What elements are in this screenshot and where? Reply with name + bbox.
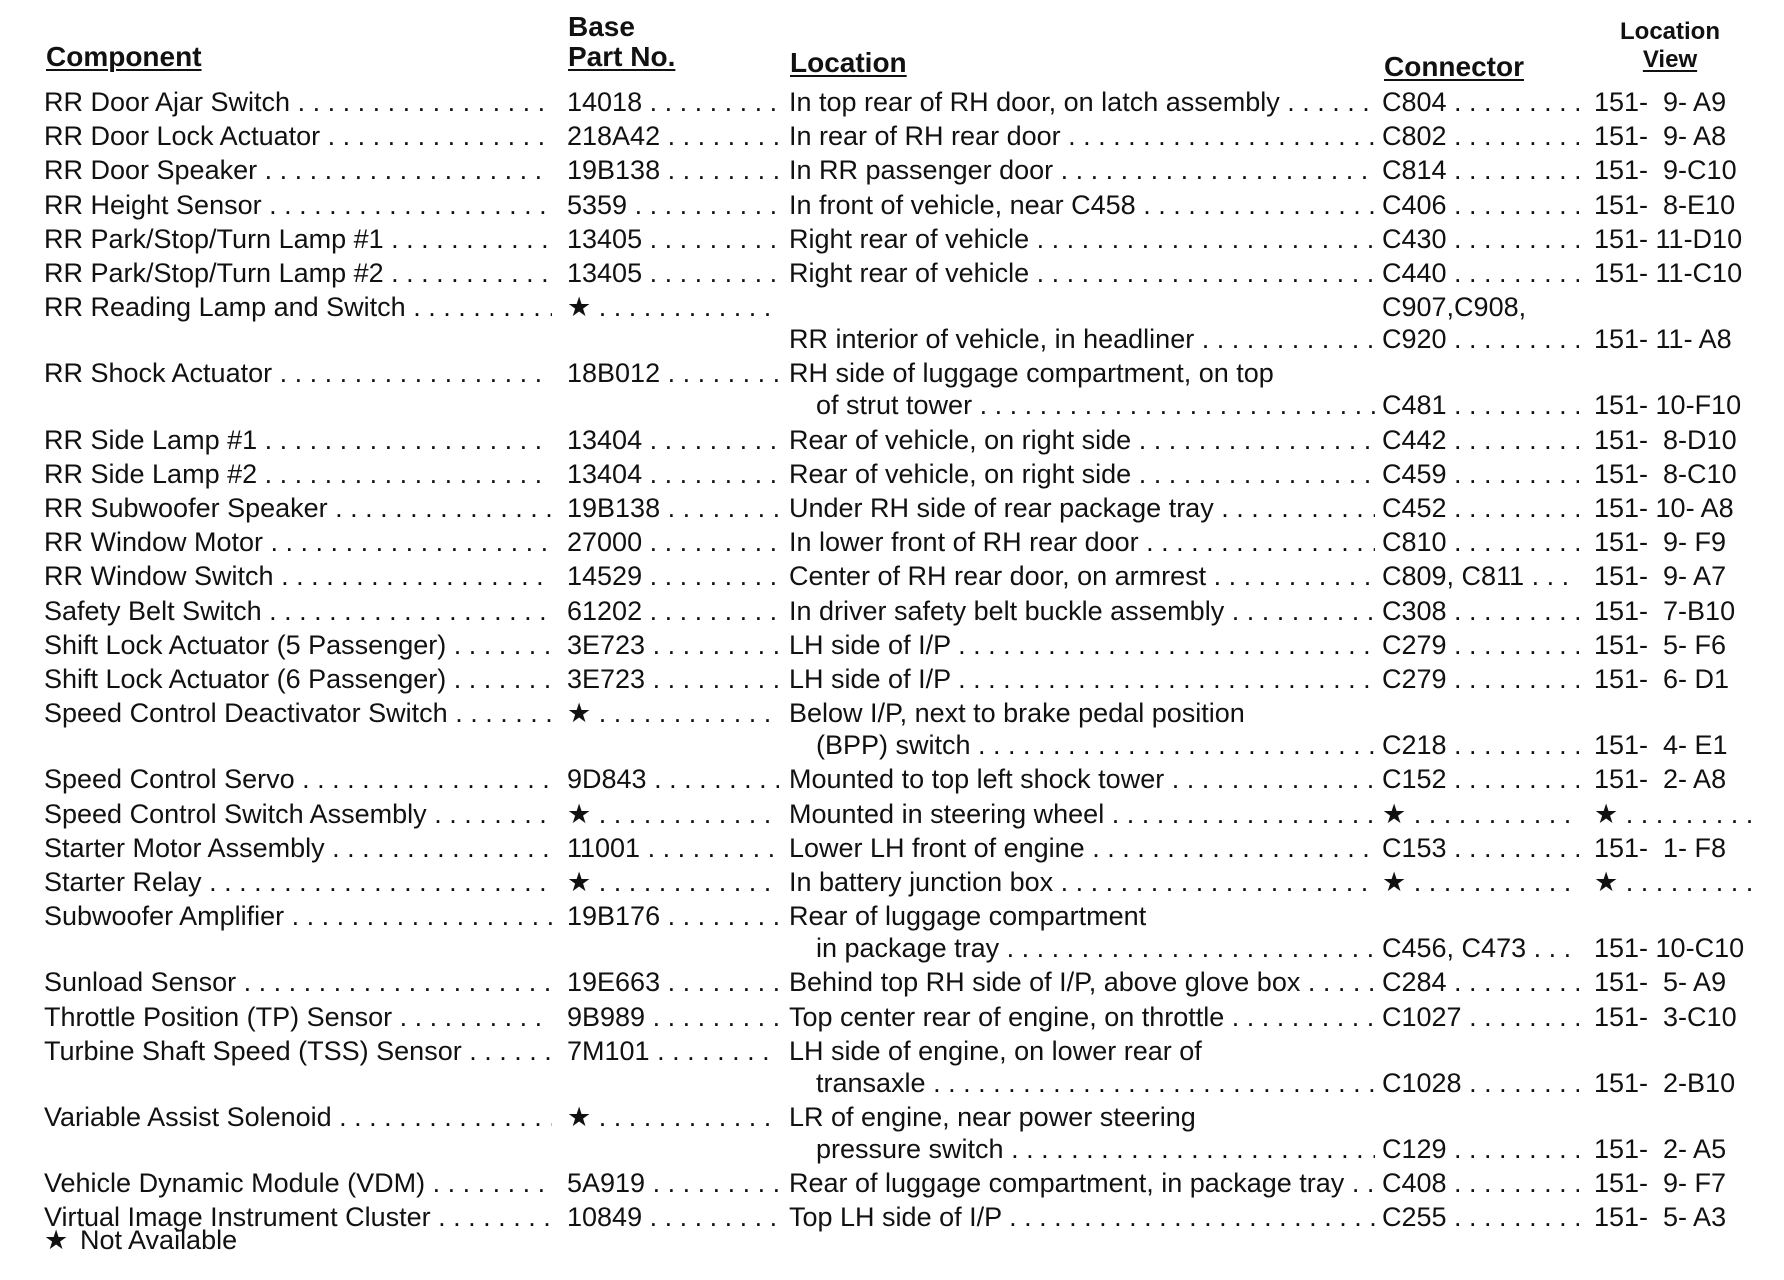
location-view: 151- 9- A9 — [1594, 87, 1727, 117]
location-view: ★ . . . — [1594, 798, 1754, 830]
base-part-number: 10849 . . . — [567, 1201, 779, 1233]
location-view: 151- 8-E10 — [1594, 189, 1736, 220]
component-name: RR Reading Lamp and Switch . . . — [44, 291, 552, 323]
connector-id: C804 . . . — [1382, 86, 1579, 118]
component-name: Turbine Shaft Speed (TSS) Sensor . . . — [44, 1035, 552, 1067]
connector-id: C406 . . . — [1382, 189, 1579, 221]
connector-id-continued: C920 . . . — [1382, 323, 1579, 355]
location-view: 151- 9- A7 — [1594, 561, 1727, 592]
connector-id: C442 . . . — [1382, 424, 1579, 456]
connector-id: C440 . . . — [1382, 257, 1579, 289]
table-row — [0, 798, 1784, 830]
connector-id: C907,C908, — [1382, 292, 1527, 323]
location-view: 151- 10-F10 — [1594, 390, 1742, 421]
location-view: 151- 10-C10 — [1594, 933, 1745, 964]
connector-id: C153 . . . — [1382, 832, 1579, 864]
location-view: 151- 5- A3 — [1594, 1202, 1727, 1233]
base-part-number: 13405 . . . — [567, 257, 779, 289]
header-view-line2: View — [1642, 46, 1698, 73]
location-view: 151- 2- A8 — [1594, 764, 1727, 795]
location-text: LH side of I/P . . . — [789, 629, 1375, 661]
table-row — [0, 257, 1784, 289]
location-text: Right rear of vehicle . . . — [789, 257, 1375, 289]
base-part-number: 18B012 . . . — [567, 357, 779, 389]
location-view: 151- 5- F6 — [1594, 629, 1727, 660]
location-view: 151- 8-C10 — [1594, 458, 1737, 489]
table-row — [0, 900, 1784, 964]
connector-id: ★ . . . — [1382, 798, 1579, 830]
component-name: Virtual Image Instrument Cluster . . . — [44, 1201, 552, 1233]
location-text: In battery junction box . . . — [789, 866, 1375, 898]
table-row — [0, 697, 1784, 761]
location-text: LH side of engine, on lower rear of — [789, 1035, 1202, 1066]
location-view: 151- 2-B10 — [1594, 1067, 1736, 1098]
table-row — [0, 120, 1784, 152]
location-view: 151- 10- A8 — [1594, 493, 1734, 523]
location-text: Lower LH front of engine . . . — [789, 832, 1375, 864]
component-name: RR Window Switch . . . — [44, 560, 552, 592]
table-row — [0, 458, 1784, 490]
table-row — [0, 1101, 1784, 1165]
connector-id: C279 . . . — [1382, 663, 1579, 695]
connector-id: C1028 . . . — [1382, 1067, 1579, 1099]
location-text: RH side of luggage compartment, on top — [789, 358, 1274, 389]
location-view: 151- 2- A5 — [1594, 1134, 1727, 1164]
component-name: Speed Control Deactivator Switch . . . — [44, 697, 552, 729]
component-name: RR Window Motor . . . — [44, 526, 552, 558]
base-part-number: 61202 . . . — [567, 595, 779, 627]
connector-id: C129 . . . — [1382, 1133, 1579, 1165]
component-name: Speed Control Switch Assembly . . . — [44, 798, 552, 830]
base-part-number: ★ . . . — [567, 866, 779, 898]
footnote-star-icon: ★ — [44, 1225, 69, 1255]
location-text-continued: transaxle . . . — [816, 1067, 1375, 1099]
location-text: Rear of luggage compartment, in package tray . . . — [789, 1167, 1375, 1199]
base-part-number: 5359 . . . — [567, 189, 779, 221]
location-view: 151- 9-C10 — [1594, 155, 1737, 186]
location-text: Top center rear of engine, on throttle . . . — [789, 1001, 1375, 1033]
location-view: 151- 8-D10 — [1594, 424, 1737, 455]
component-name: RR Park/Stop/Turn Lamp #2 . . . — [44, 257, 552, 289]
component-name: Vehicle Dynamic Module (VDM) . . . — [44, 1167, 552, 1199]
header-part-line2: Part No. — [568, 41, 676, 72]
connector-id: C452 . . . — [1382, 492, 1579, 524]
footnote — [44, 1224, 237, 1256]
location-text: Behind top RH side of I/P, above glove box . . . — [789, 966, 1375, 998]
component-name: RR Shock Actuator . . . — [44, 357, 552, 389]
table-row — [0, 189, 1784, 221]
component-name: Shift Lock Actuator (5 Passenger) . . . — [44, 629, 552, 661]
table-row — [0, 424, 1784, 456]
location-text: RR interior of vehicle, in headliner . . . — [789, 323, 1375, 355]
base-part-number: 19E663 . . . — [567, 966, 779, 998]
header-component — [46, 42, 202, 72]
base-part-number: 13405 . . . — [567, 223, 779, 255]
connector-id: C255 . . . — [1382, 1201, 1579, 1233]
location-text: Mounted to top left shock tower . . . — [789, 763, 1375, 795]
component-name: Speed Control Servo . . . — [44, 763, 552, 795]
base-part-number: 9D843 . . . — [567, 763, 779, 795]
location-view: 151- 11-D10 — [1594, 223, 1743, 254]
location-view: 151- 1- F8 — [1594, 832, 1727, 863]
location-text: Top LH side of I/P . . . — [789, 1201, 1375, 1233]
location-text-continued: in package tray . . . — [816, 932, 1375, 964]
location-text: In driver safety belt buckle assembly . . . — [789, 595, 1375, 627]
location-text: In top rear of RH door, on latch assembly . . . — [789, 86, 1375, 118]
table-row — [0, 86, 1784, 118]
location-view: 151- 9- A8 — [1594, 121, 1727, 152]
connector-id: C809, C811 . . . — [1382, 560, 1579, 592]
location-text: Rear of vehicle, on right side . . . — [789, 424, 1375, 456]
location-view: 151- 11-C10 — [1594, 258, 1743, 288]
footnote-text: Not Available — [80, 1225, 238, 1255]
base-part-number: 19B138 . . . — [567, 492, 779, 524]
table-row — [0, 595, 1784, 627]
location-view: 151- 11- A8 — [1594, 324, 1732, 355]
location-view: 151- 7-B10 — [1594, 595, 1736, 626]
connector-id: C459 . . . — [1382, 458, 1579, 490]
base-part-number: ★ . . . — [567, 1101, 779, 1133]
table-row — [0, 1035, 1784, 1099]
table-row — [0, 629, 1784, 661]
connector-id: C456, C473 . . . — [1382, 932, 1579, 964]
location-text: Center of RH rear door, on armrest . . . — [789, 560, 1375, 592]
table-row — [0, 1001, 1784, 1033]
table-row — [0, 1167, 1784, 1199]
component-name: Throttle Position (TP) Sensor . . . — [44, 1001, 552, 1033]
location-text: Right rear of vehicle . . . — [789, 223, 1375, 255]
header-part-line1: Base — [568, 11, 635, 42]
table-row — [0, 866, 1784, 898]
base-part-number: 27000 . . . — [567, 526, 779, 558]
base-part-number: 9B989 . . . — [567, 1001, 779, 1033]
base-part-number: ★ . . . — [567, 291, 779, 323]
component-name: RR Door Speaker . . . — [44, 154, 552, 186]
location-text: Rear of luggage compartment — [789, 901, 1147, 932]
location-view: 151- 4- E1 — [1594, 730, 1728, 761]
location-text: Mounted in steering wheel . . . — [789, 798, 1375, 830]
table-row — [0, 763, 1784, 795]
location-text: In lower front of RH rear door . . . — [789, 526, 1375, 558]
component-name: Starter Motor Assembly . . . — [44, 832, 552, 864]
connector-id: C279 . . . — [1382, 629, 1579, 661]
component-name: Variable Assist Solenoid . . . — [44, 1101, 552, 1133]
component-name: RR Door Ajar Switch . . . — [44, 86, 552, 118]
header-location-label: Location — [790, 47, 907, 78]
location-text-continued: pressure switch . . . — [816, 1133, 1375, 1165]
base-part-number: 13404 . . . — [567, 458, 779, 490]
component-name: RR Door Lock Actuator . . . — [44, 120, 552, 152]
base-part-number: 218A42 . . . — [567, 120, 779, 152]
location-text: Below I/P, next to brake pedal position — [789, 698, 1245, 729]
connector-id: C308 . . . — [1382, 595, 1579, 627]
header-base-part-no — [568, 12, 675, 72]
table-row — [0, 291, 1784, 355]
base-part-number: 5A919 . . . — [567, 1167, 779, 1199]
location-text-continued: of strut tower . . . — [816, 389, 1375, 421]
table-row — [0, 832, 1784, 864]
component-name: Sunload Sensor . . . — [44, 966, 552, 998]
header-connector-label: Connector — [1384, 51, 1524, 82]
base-part-number: 19B176 . . . — [567, 900, 779, 932]
header-location-view — [1595, 18, 1745, 74]
table-row — [0, 560, 1784, 592]
component-name: RR Side Lamp #1 . . . — [44, 424, 552, 456]
table-row — [0, 357, 1784, 421]
component-name: Shift Lock Actuator (6 Passenger) . . . — [44, 663, 552, 695]
base-part-number: 13404 . . . — [567, 424, 779, 456]
base-part-number: 14529 . . . — [567, 560, 779, 592]
table-row — [0, 663, 1784, 695]
header-location — [790, 48, 907, 78]
connector-id: C218 . . . — [1382, 729, 1579, 761]
location-text: In RR passenger door . . . — [789, 154, 1375, 186]
header-view-line1: Location — [1620, 18, 1720, 45]
base-part-number: 11001 . . . — [567, 832, 779, 864]
location-text: In rear of RH rear door . . . — [789, 120, 1375, 152]
location-text: Under RH side of rear package tray . . . — [789, 492, 1375, 524]
location-view: 151- 3-C10 — [1594, 1001, 1737, 1032]
component-name: Subwoofer Amplifier . . . — [44, 900, 552, 932]
base-part-number: 14018 . . . — [567, 86, 779, 118]
location-text: Rear of vehicle, on right side . . . — [789, 458, 1375, 490]
location-text-continued: (BPP) switch . . . — [816, 729, 1375, 761]
location-view: 151- 5- A9 — [1594, 967, 1727, 998]
location-view: 151- 9- F9 — [1594, 527, 1727, 558]
table-row — [0, 492, 1784, 524]
location-text: In front of vehicle, near C458 . . . — [789, 189, 1375, 221]
base-part-number: ★ . . . — [567, 798, 779, 830]
location-text: LR of engine, near power steering — [789, 1102, 1196, 1132]
table-row — [0, 966, 1784, 998]
location-view: ★ . . . — [1594, 866, 1754, 898]
connector-id: C152 . . . — [1382, 763, 1579, 795]
table-row — [0, 223, 1784, 255]
table-row — [0, 1201, 1784, 1233]
connector-id: C810 . . . — [1382, 526, 1579, 558]
location-view: 151- 6- D1 — [1594, 664, 1730, 694]
base-part-number: 7M101 . . . — [567, 1035, 779, 1067]
base-part-number: ★ . . . — [567, 697, 779, 729]
header-component-label: Component — [46, 41, 202, 72]
connector-id: C481 . . . — [1382, 389, 1579, 421]
connector-id: C408 . . . — [1382, 1167, 1579, 1199]
component-name: RR Subwoofer Speaker . . . — [44, 492, 552, 524]
base-part-number: 19B138 . . . — [567, 154, 779, 186]
component-name: RR Park/Stop/Turn Lamp #1 . . . — [44, 223, 552, 255]
header-connector — [1384, 52, 1524, 82]
component-name: Starter Relay . . . — [44, 866, 552, 898]
connector-id: C814 . . . — [1382, 154, 1579, 186]
location-text: LH side of I/P . . . — [789, 663, 1375, 695]
location-view: 151- 9- F7 — [1594, 1168, 1727, 1199]
connector-id: ★ . . . — [1382, 866, 1579, 898]
connector-id: C802 . . . — [1382, 120, 1579, 152]
base-part-number: 3E723 . . . — [567, 629, 779, 661]
base-part-number: 3E723 . . . — [567, 663, 779, 695]
table-row — [0, 526, 1784, 558]
connector-id: C284 . . . — [1382, 966, 1579, 998]
connector-id: C1027 . . . — [1382, 1001, 1579, 1033]
component-name: RR Height Sensor . . . — [44, 189, 552, 221]
component-name: RR Side Lamp #2 . . . — [44, 458, 552, 490]
connector-id: C430 . . . — [1382, 223, 1579, 255]
component-name: Safety Belt Switch . . . — [44, 595, 552, 627]
table-row — [0, 154, 1784, 186]
